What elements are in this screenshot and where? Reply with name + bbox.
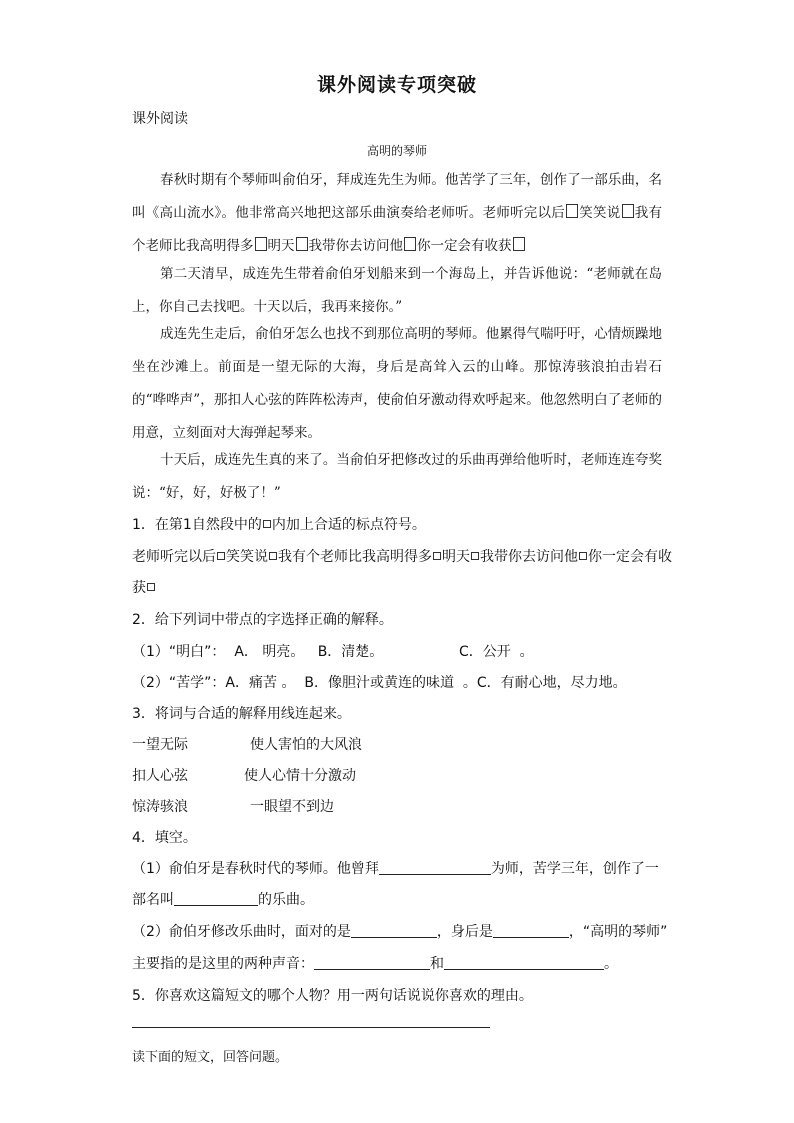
story-paragraph-3: 成连先生走后，俞伯牙怎么也找不到那位高明的琴师。他累得气喘吁吁，心情烦躁地坐在沙滩上。前面是一望无际的大海，身后是高耸入云的山峰。那惊涛骇浪拍击岩石的“哗哗声”，那扣人心弦的阵阵松涛声，使俞伯牙激动得欢呼起来。他忽然明白了老师的用意，立刻面对大海弹起琴来。 [132, 326, 662, 441]
question-4-item-1: （1）俞伯牙是春秋时代的琴师。他曾拜 为师，苦学三年，创作了一 [132, 861, 659, 877]
fill-blank[interactable] [379, 860, 491, 875]
match-word[interactable]: 一望无际 [132, 737, 188, 753]
question-4-item-2-cont: 主要指的是这里的两种声音： 和 。 [132, 956, 618, 972]
punctuation-box [513, 237, 525, 251]
paragraph-text: 笑笑说 [579, 205, 621, 221]
fill-blank[interactable] [314, 955, 430, 970]
answer-box[interactable] [579, 552, 587, 560]
fill-blank[interactable] [174, 891, 258, 906]
match-definition[interactable]: 使人心情十分激动 [244, 768, 356, 784]
question-1-sentence: 老师听完以后 笑笑说 我有个老师比我高明得多 明天 我带你去访问他 你一定会有收 [132, 549, 672, 565]
question-1-sentence-end: 获 [132, 577, 156, 597]
match-word[interactable]: 扣人心弦 [132, 768, 188, 784]
question-4-stem: 4．填空。 [132, 830, 197, 846]
story-paragraph-4: 十天后，成连先生真的来了。当俞伯牙把修改过的乐曲再弹给他听时，老师连连夸奖说：“好，好，好极了！” [132, 452, 662, 501]
paragraph-text: 春秋时期有个琴师叫俞伯牙，拜成连先生为师。他苦学了三年，创作了一部乐曲，名叫《高山流水》。他非常高兴地把这部乐曲演奏给老师听。老师听完以后 [132, 172, 662, 221]
question-4-item-1-cont: 部名叫 的乐曲。 [132, 892, 314, 908]
fill-blank[interactable] [351, 923, 437, 938]
punctuation-box [296, 237, 308, 251]
answer-box[interactable] [269, 552, 277, 560]
question-2-item-2: （2）“苦学”：A．痛苦 。 B．像胆汁或黄连的味道 。C．有耐心地，尽力地。 [132, 675, 627, 691]
answer-box[interactable] [433, 552, 441, 560]
small-box-icon [263, 520, 271, 528]
paragraph-text: 你一定会有收获 [417, 238, 512, 254]
punctuation-box [566, 204, 578, 218]
punctuation-box [622, 204, 634, 218]
question-2-item-1: （1）“明白”： A． 明亮。 B．清楚。 C．公开 。 [132, 644, 534, 660]
question-5-stem: 5．你喜欢这篇短文的哪个人物？用一两句话说说你喜欢的理由。 [132, 988, 533, 1004]
punctuation-box [404, 237, 416, 251]
question-2-stem: 2．给下列词中带点的字选择正确的解释。 [132, 612, 393, 628]
paragraph-text: 我有个老师比我高明得多 [132, 205, 663, 254]
paragraph-text: 明天 [267, 238, 295, 254]
answer-box[interactable] [147, 583, 155, 591]
paragraph-text: 我带你去访问他 [308, 238, 403, 254]
page-title: 课外阅读专项突破 [316, 74, 477, 96]
question-1-stem: 1．在第1自然段中的 内加上合适的标点符号。 [132, 517, 426, 533]
answer-line[interactable] [132, 1027, 490, 1028]
fill-blank[interactable] [444, 955, 604, 970]
match-definition[interactable]: 一眼望不到边 [250, 799, 334, 815]
answer-box[interactable] [217, 552, 225, 560]
punctuation-box [255, 237, 267, 251]
story-paragraph-2: 第二天清早，成连先生带着俞伯牙划船来到一个海岛上，并告诉他说：“老师就在岛上，你自己去找吧。十天以后，我再来接你。” [132, 266, 662, 315]
fill-blank[interactable] [493, 923, 569, 938]
section-label: 课外阅读 [132, 111, 188, 127]
footer-instruction: 读下面的短文，回答问题。 [132, 1050, 289, 1065]
answer-box[interactable] [471, 552, 479, 560]
match-definition[interactable]: 使人害怕的大风浪 [250, 737, 362, 753]
match-word[interactable]: 惊涛骇浪 [132, 799, 188, 815]
story-paragraph-1 [132, 164, 662, 263]
question-3-stem: 3．将词与合适的解释用线连起来。 [132, 706, 351, 722]
story-title: 高明的琴师 [366, 144, 427, 158]
question-4-item-2: （2）俞伯牙修改乐曲时，面对的是 ，身后是 ，“高明的琴师” [132, 924, 668, 940]
